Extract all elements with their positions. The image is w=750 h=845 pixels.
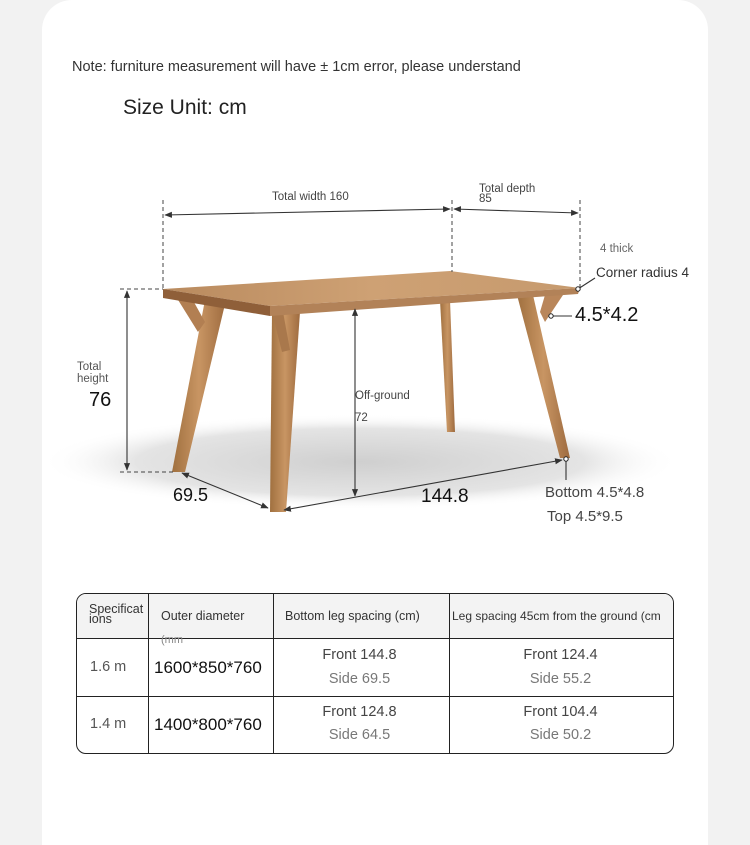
bottom-spacing-cell (274, 697, 450, 754)
table-row (77, 697, 673, 754)
table-header-row (77, 594, 673, 646)
spec-value: 1.4 m (90, 716, 127, 732)
bottom-side-value: Side 69.5 (328, 671, 391, 687)
header-outer-diameter-unit: (mm (161, 634, 183, 646)
total-height-value: 76 (89, 389, 112, 411)
header-cell-bottom-leg-spacing (274, 594, 450, 638)
leg-top-size-label: Top 4.5*9.5 (547, 508, 623, 525)
mid-front-value: Front 124.4 (523, 647, 598, 663)
mid-side-value: Side 55.2 (529, 671, 592, 687)
mid-spacing-cell (450, 697, 674, 754)
header-outer-diameter: Outer diameter (161, 609, 245, 623)
header-cell-outer-diameter (149, 594, 274, 646)
header-spec-line2: ions (89, 612, 112, 626)
table-row (77, 639, 673, 697)
side-leg-spacing-label: 69.5 (173, 485, 209, 505)
spec-cell (77, 697, 149, 754)
size-cell (149, 697, 274, 754)
spec-cell (77, 639, 149, 696)
specifications-table (76, 593, 674, 754)
total-depth-value: 85 (479, 193, 492, 205)
size-unit-heading: Size Unit: cm (123, 96, 247, 119)
mid-side-value: Side 50.2 (529, 727, 592, 743)
header-cell-specifications (77, 594, 149, 638)
header-leg-spacing-45: Leg spacing 45cm from the ground (cm (452, 609, 661, 623)
size-cell (149, 639, 274, 696)
back-leg-left (440, 300, 455, 432)
bottom-spacing-cell (274, 639, 450, 696)
measurement-note: Note: furniture measurement will have ± 1cm error, please understand (72, 59, 521, 75)
header-spec-line1: Specificat (89, 602, 144, 616)
bottom-front-value: Front 144.8 (322, 647, 397, 663)
total-depth-label: Total depth (479, 183, 536, 195)
total-width-label: Total width 160 (272, 191, 349, 203)
thickness-label: 4 thick (600, 243, 634, 255)
spec-value: 1.6 m (90, 659, 127, 675)
mid-front-value: Front 104.4 (523, 704, 598, 720)
table-top (163, 271, 580, 316)
size-value: 1400*800*760 (154, 715, 262, 734)
bottom-front-value: Front 124.8 (322, 704, 397, 720)
bottom-side-value: Side 64.5 (328, 727, 391, 743)
leg-top-section-label: 4.5*4.2 (575, 304, 639, 326)
total-height-label-2: height (77, 373, 109, 385)
leg-bottom-size-label: Bottom 4.5*4.8 (545, 484, 645, 501)
off-ground-label: Off-ground (355, 390, 410, 402)
total-height-label-1: Total (77, 361, 102, 373)
off-ground-value: 72 (355, 412, 368, 424)
mid-spacing-cell (450, 639, 674, 696)
header-cell-leg-spacing-45 (450, 594, 674, 638)
size-value: 1600*850*760 (154, 658, 262, 677)
header-bottom-leg-spacing: Bottom leg spacing (cm) (285, 609, 420, 623)
front-leg-spacing-label: 144.8 (421, 486, 469, 507)
corner-radius-label: Corner radius 4 (596, 265, 690, 280)
